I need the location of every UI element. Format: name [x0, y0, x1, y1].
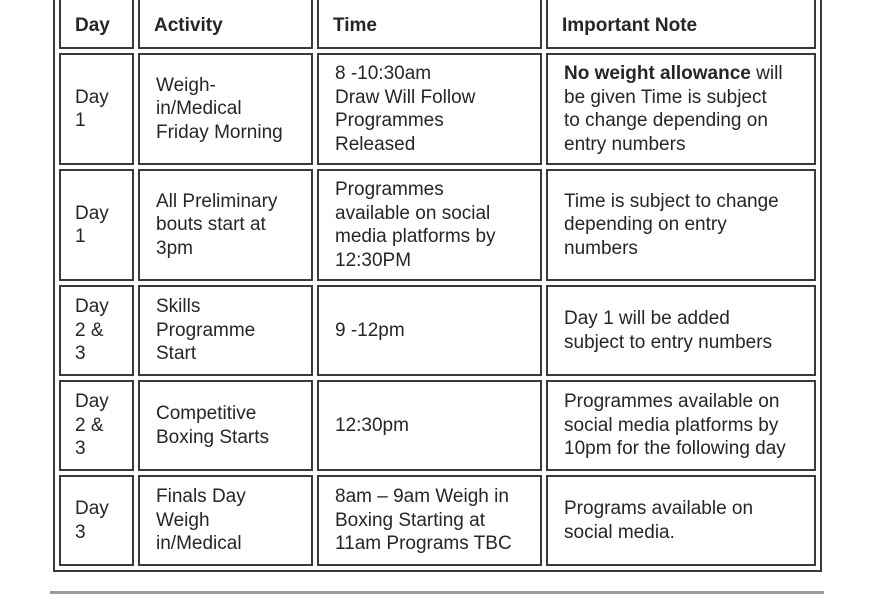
table-row: [59, 380, 816, 471]
header-row: [59, 0, 816, 49]
note-line: to change depending on: [564, 110, 768, 131]
time-line: 8am – 9am Weigh in: [335, 486, 509, 508]
header-note: Important Note: [546, 0, 816, 49]
time-cell: [317, 285, 542, 376]
time-line: available on social: [335, 202, 491, 224]
note-cell: [546, 475, 816, 566]
activity-line: Weigh: [156, 509, 210, 531]
time-line: Boxing Starting at: [335, 509, 485, 531]
activity-cell: [138, 475, 313, 566]
day-line: 1: [75, 110, 86, 131]
activity-cell: [138, 169, 313, 281]
note-cell: [546, 285, 816, 376]
time-line: 9 -12pm: [335, 319, 405, 341]
day-line: Day: [75, 498, 109, 519]
note-line: [564, 62, 800, 86]
day-line: 1: [75, 226, 86, 247]
time-line: Programmes: [335, 179, 444, 200]
time-line: 11am Programs TBC: [335, 533, 512, 555]
time-line: Programmes: [335, 110, 444, 131]
time-cell: [317, 475, 542, 566]
activity-cell: [138, 53, 313, 165]
note-bold-text: No weight allowance: [564, 63, 751, 84]
activity-line: Weigh-: [156, 74, 216, 96]
note-line: Programmes available on: [564, 391, 780, 413]
header-day: Day: [59, 0, 134, 49]
day-line: Day: [75, 202, 109, 224]
schedule-table: [53, 0, 822, 572]
note-line: entry numbers: [564, 133, 686, 155]
table-row: [59, 53, 816, 165]
activity-line: Start: [156, 343, 197, 365]
day-line: 2 &: [75, 414, 104, 436]
activity-line: Programme: [156, 319, 256, 341]
time-line: media platforms by: [335, 226, 496, 247]
day-line: 3: [75, 438, 86, 460]
day-cell: [59, 380, 134, 471]
activity-cell: [138, 285, 313, 376]
day-cell: [59, 285, 134, 376]
divider: [50, 591, 824, 594]
note-line: Programs available on: [564, 498, 754, 519]
activity-line: bouts start at: [156, 214, 266, 236]
time-cell: [317, 53, 542, 165]
day-line: Day: [75, 86, 109, 108]
note-text: will: [750, 63, 783, 84]
activity-line: Competitive: [156, 403, 257, 424]
day-line: Day: [75, 296, 109, 318]
note-line: numbers: [564, 237, 638, 259]
activity-cell: [138, 380, 313, 471]
activity-line: in/Medical: [156, 98, 242, 120]
note-cell: [546, 380, 816, 471]
note-line: 10pm for the following day: [564, 438, 786, 460]
header-time: Time: [317, 0, 542, 49]
time-line: 8 -10:30am: [335, 63, 432, 84]
activity-line: in/Medical: [156, 533, 242, 555]
time-cell: [317, 169, 542, 281]
activity-line: All Preliminary: [156, 190, 278, 212]
day-cell: [59, 475, 134, 566]
time-cell: [317, 380, 542, 471]
activity-line: Finals Day: [156, 486, 246, 508]
day-cell: [59, 169, 134, 281]
note-line: social media platforms by: [564, 414, 779, 436]
activity-line: Skills: [156, 296, 201, 318]
time-line: 12:30PM: [335, 249, 412, 271]
note-line: be given Time is subject: [564, 86, 767, 108]
table-row: [59, 285, 816, 376]
note-cell: [546, 169, 816, 281]
header-activity: Activity: [138, 0, 313, 49]
day-line: 3: [75, 343, 86, 365]
note-line: Time is subject to change: [564, 190, 779, 212]
table-row: [59, 475, 816, 566]
day-line: Day: [75, 391, 109, 413]
note-line: social media.: [564, 521, 675, 543]
day-line: 2 &: [75, 319, 104, 341]
time-line: Draw Will Follow: [335, 86, 476, 108]
note-line: Day 1 will be added: [564, 308, 730, 329]
table-row: [59, 169, 816, 281]
activity-line: Boxing Starts: [156, 426, 269, 448]
note-cell: [546, 53, 816, 165]
time-line: Released: [335, 133, 416, 155]
day-line: 3: [75, 521, 86, 543]
time-line: 12:30pm: [335, 414, 409, 436]
activity-line: Friday Morning: [156, 121, 283, 143]
note-line: subject to entry numbers: [564, 331, 773, 353]
note-line: depending on entry: [564, 214, 727, 236]
day-cell: [59, 53, 134, 165]
activity-line: 3pm: [156, 237, 193, 259]
